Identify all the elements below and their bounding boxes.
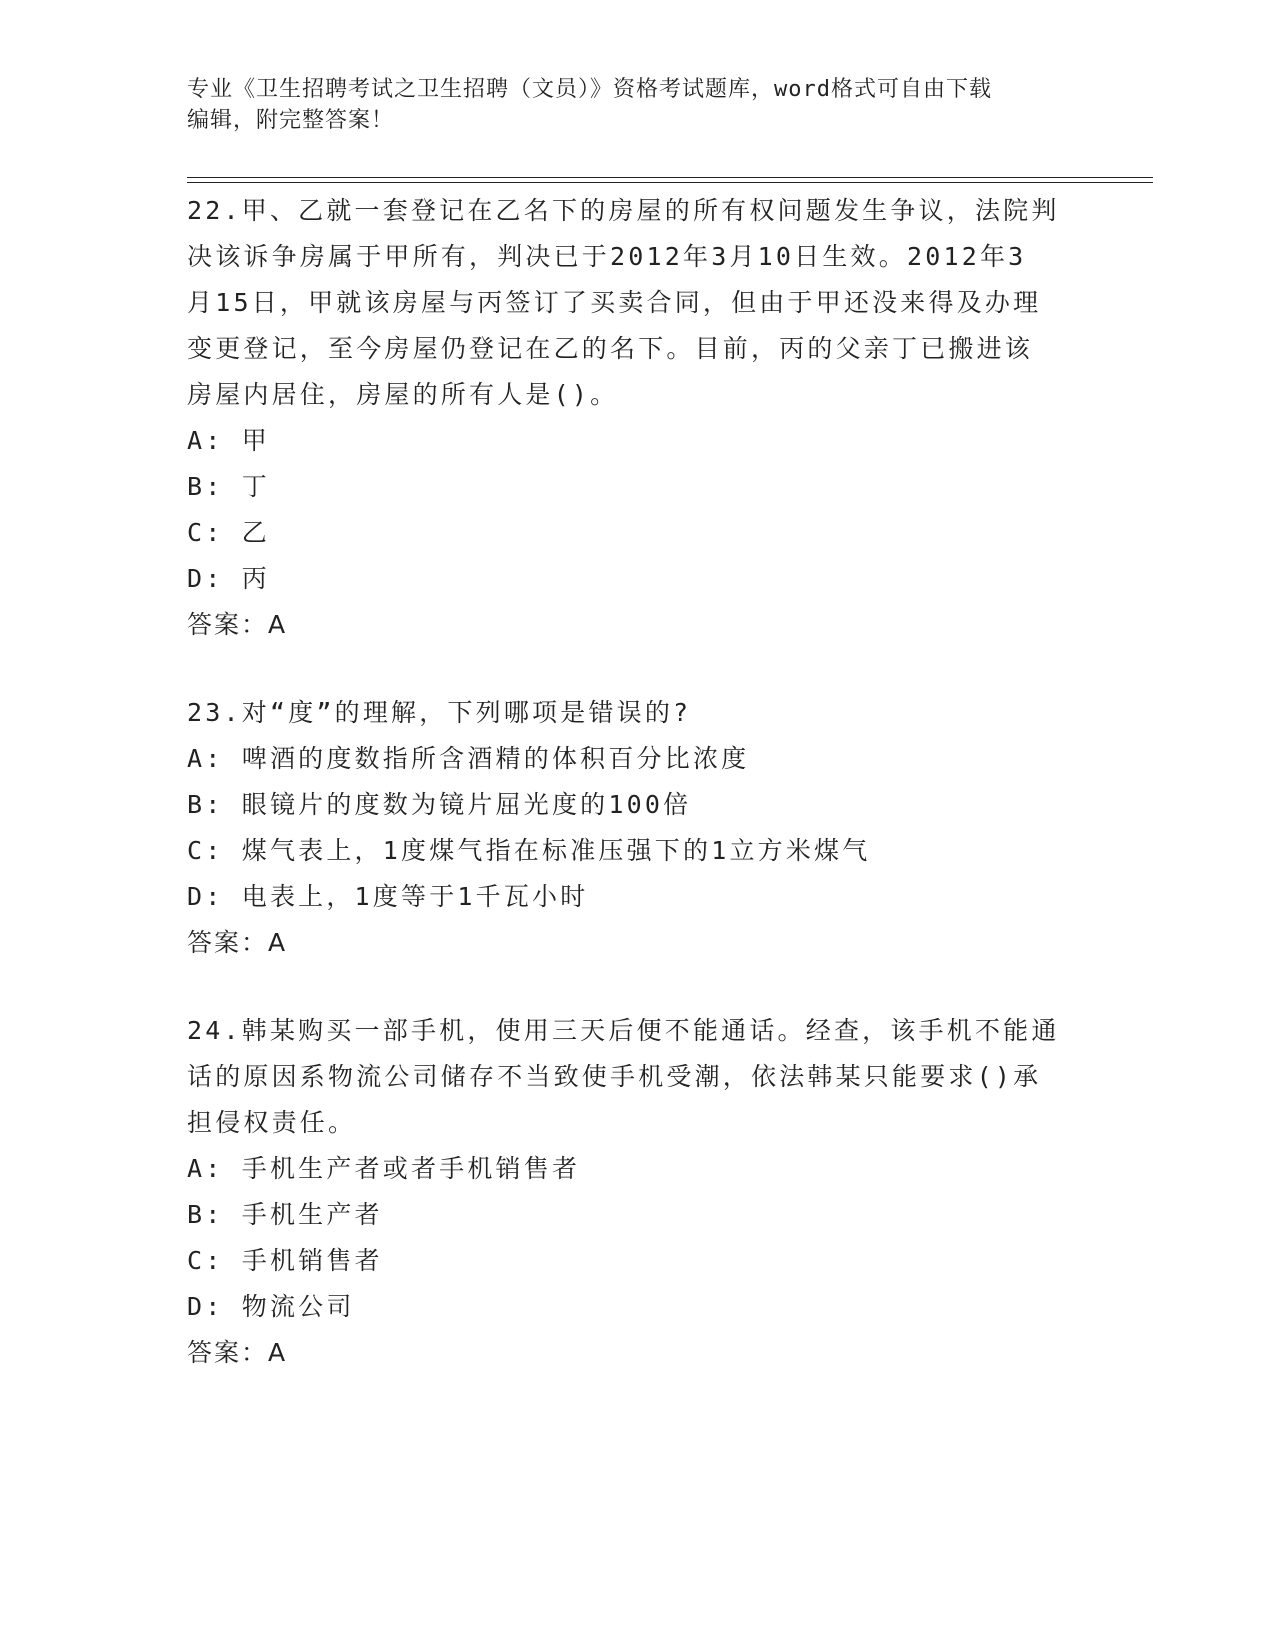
question-text-line: 22.甲、乙就一套登记在乙名下的房屋的所有权问题发生争议，法院判 <box>187 196 1060 225</box>
option-a: A: 啤酒的度数指所含酒精的体积百分比浓度 <box>187 744 750 773</box>
option-b: B: 手机生产者 <box>187 1200 383 1229</box>
option-a: A: 手机生产者或者手机销售者 <box>187 1154 581 1183</box>
option-c: C: 煤气表上，1度煤气指在标准压强下的1立方米煤气 <box>187 836 871 865</box>
question-text-line: 月15日，甲就该房屋与丙签订了买卖合同，但由于甲还没来得及办理 <box>187 288 1042 317</box>
question-text-line: 24.韩某购买一部手机，使用三天后便不能通话。经查，该手机不能通 <box>187 1016 1060 1045</box>
question-text-line: 担侵权责任。 <box>187 1108 357 1137</box>
question-24-text <box>187 1008 1087 1146</box>
question-23 <box>187 690 1087 966</box>
header-divider-top <box>187 177 1153 178</box>
question-text-line: 决该诉争房属于甲所有，判决已于2012年3月10日生效。2012年3 <box>187 242 1027 271</box>
question-text-line: 话的原因系物流公司储存不当致使手机受潮，依法韩某只能要求()承 <box>187 1062 1042 1091</box>
question-23-text <box>187 690 1087 736</box>
option-b: B: 丁 <box>187 472 270 501</box>
answer-line: 答案：A <box>187 928 288 957</box>
question-22-text <box>187 188 1087 418</box>
question-text-line: 23.对“度”的理解，下列哪项是错误的? <box>187 698 692 727</box>
header-divider-bottom <box>187 182 1153 183</box>
option-b: B: 眼镜片的度数为镜片屈光度的100倍 <box>187 790 692 819</box>
question-22 <box>187 188 1087 648</box>
document-header <box>187 74 1087 136</box>
option-c: C: 手机销售者 <box>187 1246 383 1275</box>
option-d: D: 丙 <box>187 564 270 593</box>
answer-line: 答案：A <box>187 1338 288 1367</box>
question-text-line: 变更登记，至今房屋仍登记在乙的名下。目前，丙的父亲丁已搬进该 <box>187 334 1034 363</box>
option-a: A: 甲 <box>187 426 270 455</box>
question-24 <box>187 1008 1087 1376</box>
answer-line: 答案：A <box>187 610 288 639</box>
option-d: D: 电表上，1度等于1千瓦小时 <box>187 882 589 911</box>
option-d: D: 物流公司 <box>187 1292 355 1321</box>
header-line-2: 编辑，附完整答案！ <box>187 108 395 133</box>
header-line-1: 专业《卫生招聘考试之卫生招聘（文员）》资格考试题库，word格式可自由下载 <box>187 77 992 102</box>
option-c: C: 乙 <box>187 518 270 547</box>
question-text-line: 房屋内居住，房屋的所有人是()。 <box>187 380 619 409</box>
